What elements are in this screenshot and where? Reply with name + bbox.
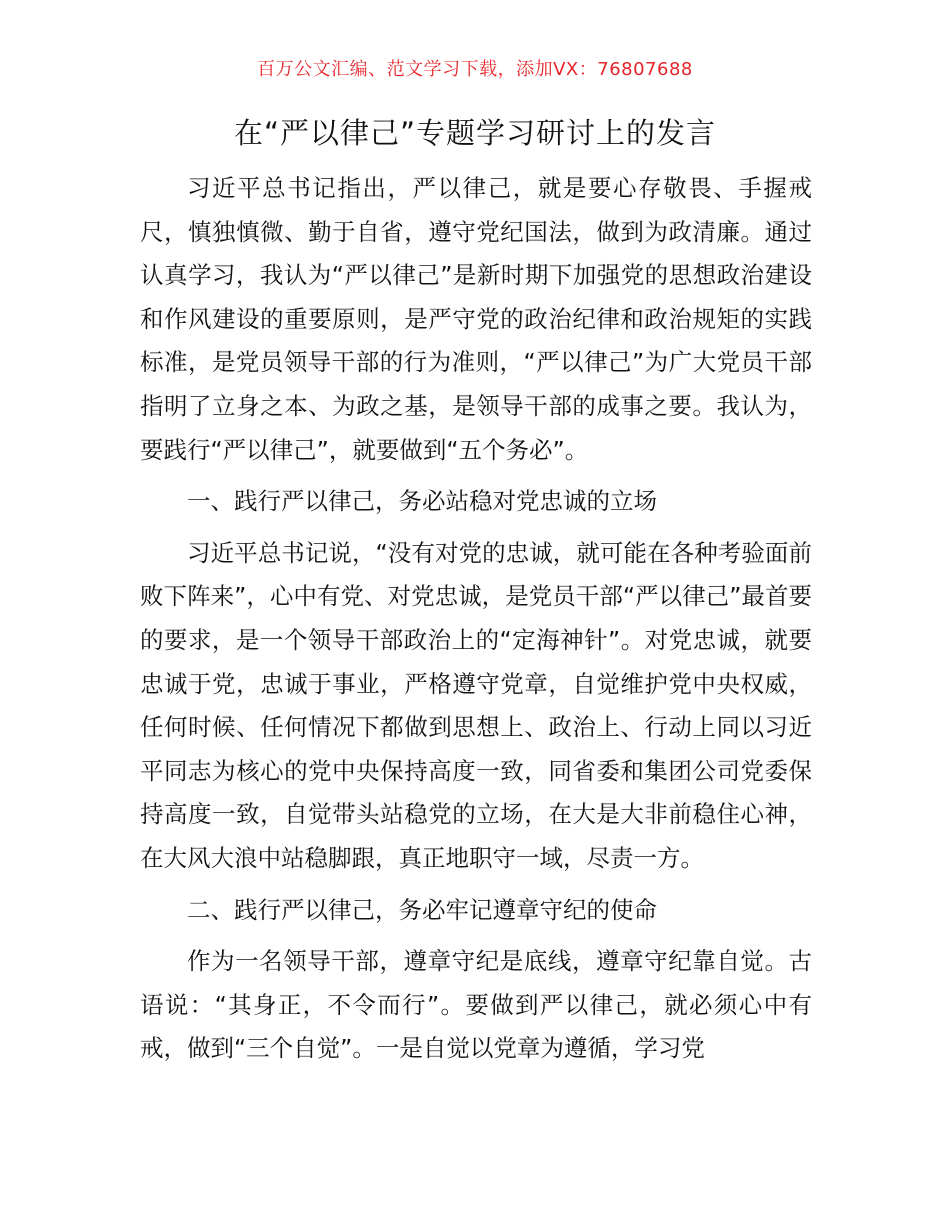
intro-paragraph: 习近平总书记指出，严以律己，就是要心存敬畏、手握戒尺，慎独慎微、勤于自省，遵守党纪国法，做到为政清廉。通过认真学习，我认为“严以律己”是新时期下加强党的思想政治建设和作风建设的重要原则，是严守党的政治纪律和政治规矩的实践标准，是党员领导干部的行为准则，“严以律己”为广大党员干部指明了立身之本、为政之基，是领导干部的成事之要。我认为，要践行“严以律己”，就要做到“五个务必”。: [140, 174, 812, 464]
document-title: 在“严以律己”专题学习研讨上的发言: [233, 116, 717, 150]
section-2-heading: 二、践行严以律己，务必牢记遵章守纪的使命: [187, 895, 657, 924]
section-2-paragraph: 作为一名领导干部，遵章守纪是底线，遵章守纪靠自觉。古语说：“其身正，不令而行”。要做到严以律己，就必须心中有戒，做到“三个自觉”。一是自觉以党章为遵循，学习党: [140, 947, 812, 1063]
section-1-paragraph: 习近平总书记说，“没有对党的忠诚，就可能在各种考验面前败下阵来”，心中有党、对党忠诚，是党员干部“严以律己”最首要的要求，是一个领导干部政治上的“定海神针”。对党忠诚，就要忠诚于党，忠诚于事业，严格遵守党章，自觉维护党中央权威，任何时候、任何情况下都做到思想上、政治上、行动上同以习近平同志为核心的党中央保持高度一致，同省委和集团公司党委保持高度一致，自觉带头站稳党的立场，在大是大非前稳住心神，在大风大浪中站稳脚跟，真正地职守一域，尽责一方。: [140, 538, 812, 872]
document-body: [140, 167, 812, 1071]
section-1-heading: 一、践行严以律己，务必站稳对党忠诚的立场: [187, 487, 657, 516]
header-download-note: 百万公文汇编、范文学习下载，添加VX：76807688: [257, 59, 693, 80]
